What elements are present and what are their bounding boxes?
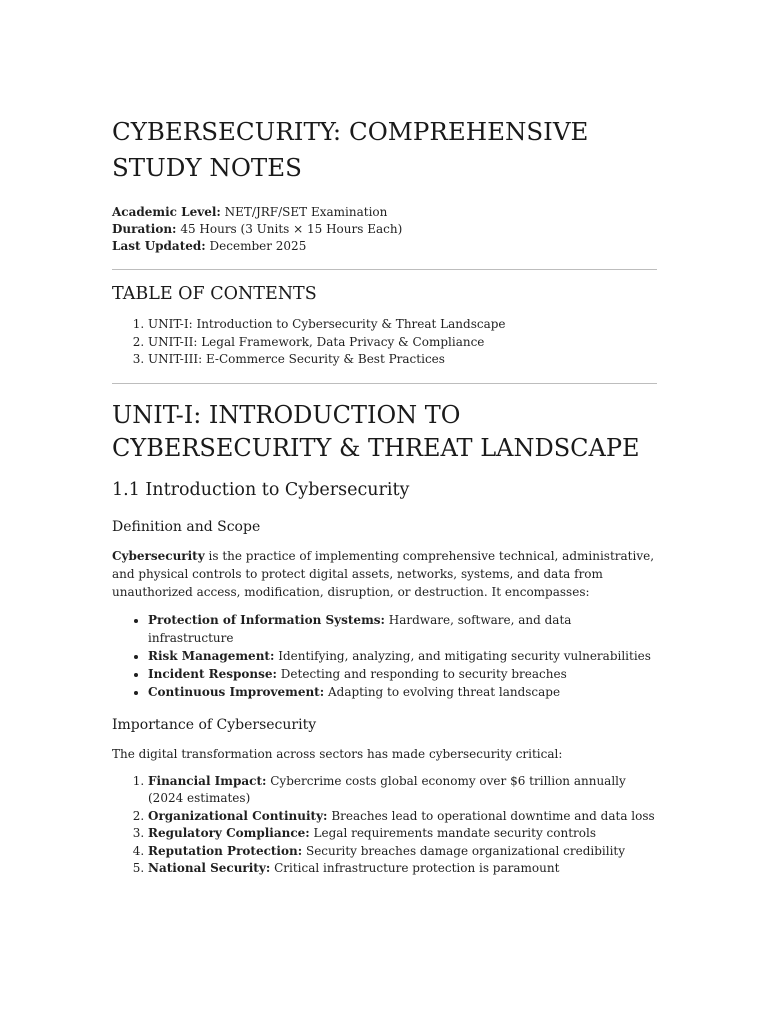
section-divider (112, 269, 657, 270)
list-item-text: Breaches lead to operational downtime and data loss (327, 808, 655, 823)
list-item (148, 860, 657, 878)
unit-heading: UNIT-I: INTRODUCTION TO CYBERSECURITY & THREAT LANDSCAPE (112, 400, 640, 462)
list-item (148, 683, 657, 701)
list-item (148, 773, 657, 808)
meta-last-updated (112, 238, 657, 255)
list-item-term: Financial Impact: (148, 773, 267, 788)
document-title: CYBERSECURITY: COMPREHENSIVE STUDY NOTES (112, 117, 589, 182)
toc-item[interactable]: 2. UNIT-II: Legal Framework, Data Privacy & Compliance (148, 334, 657, 352)
list-item (148, 808, 657, 826)
list-item-term: Incident Response: (148, 666, 277, 681)
list-item-text: Security breaches damage organizational credibility (302, 843, 626, 858)
list-item-term: Regulatory Compliance: (148, 826, 310, 840)
subsection-heading-definition: Definition and Scope (112, 518, 261, 535)
toc-item[interactable]: 3. UNIT-III: E-Commerce Security & Best Practices (148, 351, 657, 369)
toc-list (112, 316, 657, 369)
definition-paragraph (112, 547, 657, 601)
list-item-text: Adapting to evolving threat landscape (324, 684, 561, 699)
list-item-term: Continuous Improvement: (148, 684, 325, 699)
list-item (148, 825, 657, 843)
list-item (148, 665, 657, 683)
list-item-text: Cybercrime costs global economy over $6 trillion annually (2024 estimates) (148, 773, 626, 805)
list-item-text: Critical infrastructure protection is paramount (270, 861, 560, 875)
meta-value: December 2025 (205, 239, 307, 253)
list-item-term: Organizational Continuity: (148, 808, 328, 823)
list-item (148, 611, 657, 647)
list-item-term: Protection of Information Systems: (148, 612, 385, 627)
list-item (148, 843, 657, 861)
importance-numbered-list (112, 773, 657, 878)
list-item-text: Legal requirements mandate security controls (309, 826, 597, 840)
list-item-text: Hardware, software, and data infrastructure (148, 612, 572, 645)
list-item-term: Risk Management: (148, 648, 275, 663)
document-content (112, 114, 657, 878)
subsection-heading-importance: Importance of Cybersecurity (112, 716, 317, 733)
meta-value: NET/JRF/SET Examination (220, 205, 388, 219)
meta-academic-level (112, 204, 657, 221)
section-divider (112, 383, 657, 384)
list-item-text: Identifying, analyzing, and mitigating security vulnerabilities (274, 648, 651, 663)
section-heading: 1.1 Introduction to Cybersecurity (112, 479, 410, 500)
meta-label: Academic Level: (112, 205, 221, 219)
list-item-term: National Security: (148, 861, 271, 875)
list-item (148, 647, 657, 665)
list-item-text: Detecting and responding to security breaches (276, 666, 567, 681)
definition-bullet-list (112, 611, 657, 701)
meta-label: Last Updated: (112, 239, 206, 253)
importance-intro: The digital transformation across sectors has made cybersecurity critical: (112, 746, 563, 761)
meta-value: 45 Hours (3 Units × 15 Hours Each) (176, 222, 403, 236)
meta-label: Duration: (112, 222, 177, 236)
document-meta (112, 204, 657, 255)
list-item-term: Reputation Protection: (148, 843, 303, 858)
toc-item[interactable]: 1. UNIT-I: Introduction to Cybersecurity & Threat Landscape (148, 316, 657, 334)
definition-term: Cybersecurity (112, 548, 205, 563)
toc-heading: TABLE OF CONTENTS (112, 284, 317, 304)
definition-text: is the practice of implementing comprehensive technical, administrative, and physical controls to protect digital assets, networks, systems, and data from unauthorized access, modification, disruption, or destruction. It encompasses: (112, 548, 655, 599)
meta-duration (112, 221, 657, 238)
